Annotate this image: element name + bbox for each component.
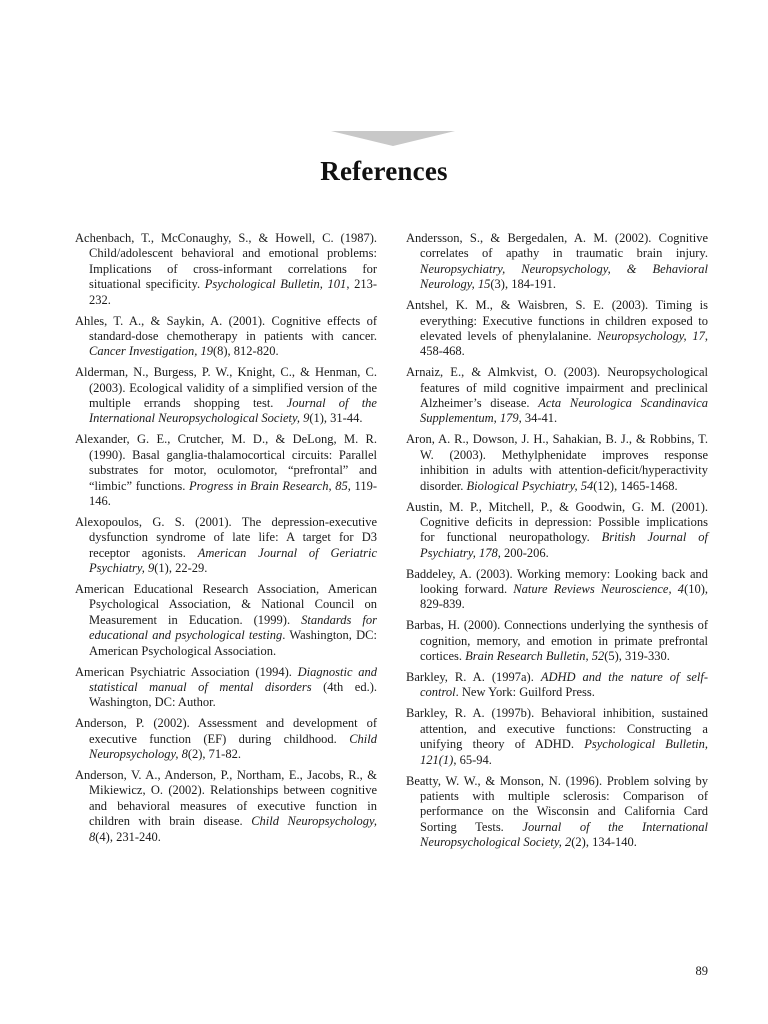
reference-entry: Achenbach, T., McConaughy, S., & Howell, C. (1987). Child/adolescent behavioral and emotional problems: Implications of cross-informant correlations for situational specificity. Psychological Bulletin, 101, 213-232. [75, 231, 377, 307]
reference-entry: Aron, A. R., Dowson, J. H., Sahakian, B. J., & Robbins, T. W. (2003). Methylphenidate improves response inhibition in adults with attention-deficit/hyperactivity disorder. Biological Psychiatry, 54(12), 1465-1468. [406, 432, 708, 493]
reference-entry: American Psychiatric Association (1994). Diagnostic and statistical manual of mental disorders (4th ed.). Washington, DC: Author. [75, 664, 378, 710]
reference-entry: Beatty, W. W., & Monson, N. (1996). Problem solving by patients with multiple sclerosis: Comparison of performance on the Wisconsin and California Card Sorting Tests. Journal of the International Neuropsychological Society, 2(2), 134-140. [406, 773, 708, 850]
reference-entry: Arnaiz, E., & Almkvist, O. (2003). Neuropsychological features of mild cognitive impairment and preclinical Alzheimer’s disease. Acta Neurologica Scandinavica Supplementum, 179, 34-41. [406, 365, 708, 426]
reference-entry: Barbas, H. (2000). Connections underlying the synthesis of cognition, memory, and emotion in primate prefrontal cortices. Brain Research Bulletin, 52(5), 319-330. [406, 618, 708, 664]
reference-entry: Barkley, R. A. (1997a). ADHD and the nature of self-control. New York: Guilford Press. [406, 670, 708, 700]
reference-entry: Barkley, R. A. (1997b). Behavioral inhibition, sustained attention, and executive functions: Constructing a unifying theory of ADHD. Psychological Bulletin, 121(1), 65-94. [406, 706, 709, 767]
reference-entry: Alexander, G. E., Crutcher, M. D., & DeLong, M. R. (1990). Basal ganglia-thalamocortical circuits: Parallel substrates for motor, oculomotor, “prefrontal” and “limbic” functions. Progress in Brain Research, 85, 119-146. [75, 432, 377, 508]
heading-ornament [331, 131, 455, 146]
reference-entry: Anderson, V. A., Anderson, P., Northam, E., Jacobs, R., & Mikiewicz, O. (2002). Relationships between cognitive and behavioral measures of executive function in children with brain disease. Child Neuropsychology, 8(4), 231-240. [75, 768, 377, 844]
reference-entry: American Educational Research Association, American Psychological Association, & National Council on Measurement in Education. (1999). Standards for educational and psychological testing. Washington, DC: American Psychological Association. [75, 582, 377, 658]
reference-entry: Austin, M. P., Mitchell, P., & Goodwin, G. M. (2001). Cognitive deficits in depression: Possible implications for functional neuropathology. British Journal of Psychiatry, 178, 200-206. [406, 499, 708, 560]
reference-entry: Antshel, K. M., & Waisbren, S. E. (2003). Timing is everything: Executive functions in children exposed to elevated levels of phenylalanine. Neuropsychology, 17, 458-468. [406, 298, 708, 359]
reference-entry: Baddeley, A. (2003). Working memory: Looking back and looking forward. Nature Reviews Neuroscience, 4(10), 829-839. [406, 566, 709, 612]
references-left-column [75, 231, 377, 851]
page-number: 89 [695, 964, 708, 978]
references-right-column [406, 231, 708, 856]
reference-entry: Alexopoulos, G. S. (2001). The depression-executive dysfunction syndrome of late life: A target for D3 receptor agonists. American Journal of Geriatric Psychiatry, 9(1), 22-29. [75, 514, 377, 576]
reference-entry: Alderman, N., Burgess, P. W., Knight, C., & Henman, C. (2003). Ecological validity of a simplified version of the multiple errands shopping test. Journal of the International Neuropsychological Society, 9(1), 31-44. [75, 365, 377, 426]
reference-entry: Anderson, P. (2002). Assessment and development of executive function (EF) during childhood. Child Neuropsychology, 8(2), 71-82. [75, 716, 377, 762]
reference-entry: Ahles, T. A., & Saykin, A. (2001). Cognitive effects of standard-dose chemotherapy in patients with cancer. Cancer Investigation, 19(8), 812-820. [75, 313, 377, 359]
reference-entry: Andersson, S., & Bergedalen, A. M. (2002). Cognitive correlates of apathy in traumatic brain injury. Neuropsychiatry, Neuropsychology, & Behavioral Neurology, 15(3), 184-191. [406, 231, 708, 292]
page-title: References [320, 156, 448, 186]
